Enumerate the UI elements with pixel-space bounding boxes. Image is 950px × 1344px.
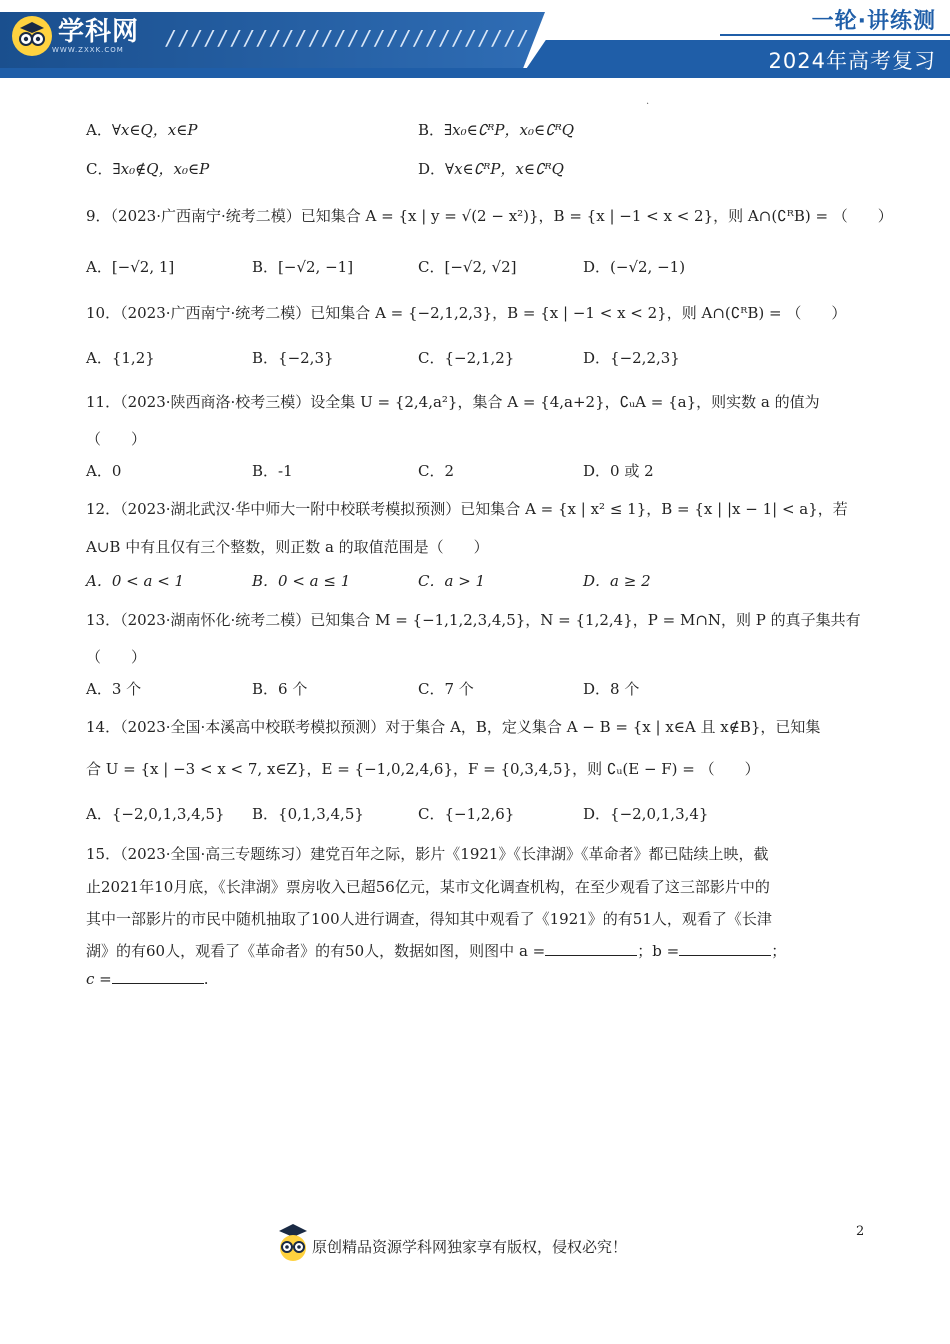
q9-option-b: B．[−√2, −1] [252, 258, 354, 276]
page-footer [0, 1222, 950, 1272]
q13-option-d: D．8 个 [583, 680, 640, 698]
series-title: 一轮·讲练测 [811, 9, 936, 34]
q11-option-a: A．0 [86, 462, 122, 480]
q14-stem-cont: 合 U = {x | −3 < x < 7, x∈Z}，E = {−1,0,2,4,6}，F = {0,3,4,5}，则 ∁ᵤ(E − F) = （ ） [86, 760, 760, 778]
q15-line-5: c = . [86, 970, 209, 988]
logo-url: WWW.ZXXK.COM [52, 45, 124, 54]
q12-option-a: A．0 < a < 1 [86, 572, 185, 590]
q10-option-c: C．{−2,1,2} [418, 349, 515, 367]
q9-stem: 9．（2023·广西南宁·统考二模）已知集合 A = {x | y = √(2 − x²)}，B = {x | −1 < x < 2}，则 A∩(∁ᴿB) = （ ） [86, 207, 893, 225]
stray-dot: . [646, 96, 650, 107]
year-title: 2024年高考复习 [768, 49, 936, 73]
q10-stem: 10．（2023·广西南宁·统考二模）已知集合 A = {−2,1,2,3}，B = {x | −1 < x < 2}，则 A∩(∁ᴿB) = （ ） [86, 304, 847, 322]
q11-stem: 11．（2023·陕西商洛·校考三模）设全集 U = {2,4,a²}，集合 A = {4,a+2}，∁ᵤA = {a}，则实数 a 的值为 [86, 393, 820, 411]
q15-line-2: 止2021年10月底，《长津湖》票房收入已超56亿元，某市文化调查机构，在至少观看了这三部影片中的 [86, 878, 770, 896]
q9-option-c: C．[−√2, √2] [418, 258, 517, 276]
q12-option-c: C．a > 1 [418, 572, 486, 590]
q15-line-1: 15．（2023·全国·高三专题练习）建党百年之际，影片《1921》《长津湖》《革命者》都已陆续上映，截 [86, 845, 769, 863]
series-divider [720, 34, 950, 36]
answer-blank-a[interactable] [545, 941, 637, 956]
q11-option-d: D．0 或 2 [583, 462, 654, 480]
q10-option-b: B．{−2,3} [252, 349, 334, 367]
q8-option-b: B．∃x₀∈∁ᴿP，x₀∈∁ᴿQ [418, 121, 575, 139]
q15-line-4: 湖》的有60人，观看了《革命者》的有50人，数据如图，则图中 a = ；b = ； [86, 942, 787, 960]
logo-title: 学科网 [58, 16, 140, 47]
answer-blank-b[interactable] [679, 941, 771, 956]
answer-blank-c[interactable] [112, 969, 204, 984]
page-header [0, 0, 950, 80]
q11-stem-cont: （ ） [86, 430, 147, 448]
site-logo[interactable] [12, 16, 139, 56]
q10-option-a: A．{1,2} [86, 349, 155, 367]
q9-option-a: A．[−√2, 1] [86, 258, 175, 276]
q12-option-d: D．a ≥ 2 [583, 572, 651, 590]
q11-option-c: C．2 [418, 462, 455, 480]
q13-option-a: A．3 个 [86, 680, 142, 698]
q13-option-b: B．6 个 [252, 680, 308, 698]
q14-option-d: D．{−2,0,1,3,4} [583, 805, 709, 823]
q13-stem-cont: （ ） [86, 648, 147, 666]
q10-option-d: D．{−2,2,3} [583, 349, 680, 367]
q15-line-3: 其中一部影片的市民中随机抽取了100人进行调查，得知其中观看了《1921》的有51人，观看了《长津 [86, 910, 772, 928]
q8-option-a: A．∀x∈Q，x∈P [86, 121, 198, 139]
q13-stem: 13．（2023·湖南怀化·统考二模）已知集合 M = {−1,1,2,3,4,5}，N = {1,2,4}，P = M∩N，则 P 的真子集共有 [86, 611, 861, 629]
page-number: 2 [856, 1224, 865, 1239]
q9-option-d: D．(−√2, −1) [583, 258, 686, 276]
owl-footer-icon [276, 1222, 310, 1262]
q8-option-d: D．∀x∈∁ᴿP，x∈∁ᴿQ [418, 160, 564, 178]
q14-stem: 14．（2023·全国·本溪高中校联考模拟预测）对于集合 A，B，定义集合 A − B = {x | x∈A 且 x∉B}，已知集 [86, 718, 821, 736]
q8-option-c: C．∃x₀∉Q，x₀∈P [86, 160, 210, 178]
q11-option-b: B．-1 [252, 462, 293, 480]
q13-option-c: C．7 个 [418, 680, 474, 698]
copyright-notice: 原创精品资源学科网独家享有版权，侵权必究！ [312, 1238, 628, 1256]
q12-option-b: B．0 < a ≤ 1 [252, 572, 351, 590]
q14-option-b: B．{0,1,3,4,5} [252, 805, 364, 823]
q14-option-c: C．{−1,2,6} [418, 805, 515, 823]
q12-stem: 12．（2023·湖北武汉·华中师大一附中校联考模拟预测）已知集合 A = {x | x² ≤ 1}，B = {x | |x − 1| < a}，若 [86, 500, 848, 518]
owl-logo-icon [12, 16, 52, 56]
header-slash-decoration: //////////////////////////// [165, 26, 531, 50]
q14-option-a: A．{−2,0,1,3,4,5} [86, 805, 225, 823]
q12-stem-cont: A∪B 中有且仅有三个整数，则正数 a 的取值范围是（ ） [86, 538, 489, 556]
